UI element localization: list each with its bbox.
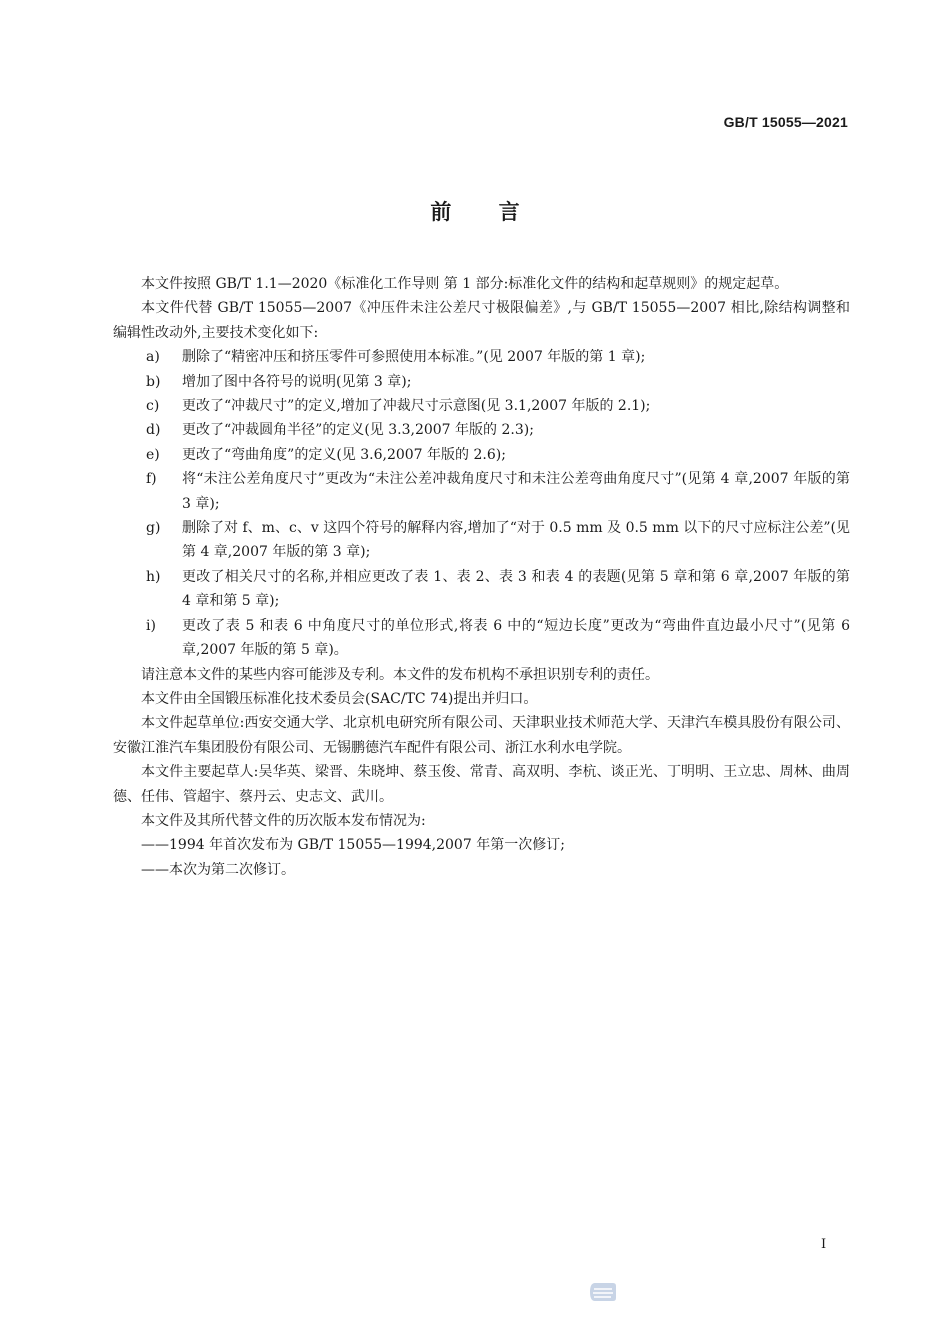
list-item-text: 将“未注公差角度尺寸”更改为“未注公差冲裁角度尺寸和未注公差弯曲角度尺寸”(见第 4 章,2007 年版的第 3 章);: [182, 471, 850, 512]
list-item-text: 增加了图中各符号的说明(见第 3 章);: [182, 373, 412, 390]
history-item: ——本次为第二次修订。: [141, 861, 295, 878]
sac-logo-icon: [589, 1280, 617, 1304]
list-item-text: 更改了“弯曲角度”的定义(见 3.6,2007 年版的 2.6);: [182, 446, 506, 463]
list-item-text: 更改了表 5 和表 6 中角度尺寸的单位形式,将表 6 中的“短边长度”更改为“弯曲件直边最小尺寸”(见第 6 章,2007 年版的第 5 章)。: [182, 617, 850, 659]
intro-paragraph: 本文件按照 GB/T 1.1—2020《标准化工作导则 第 1 部分:标准化文件的结构和起草规则》的规定起草。: [141, 276, 789, 292]
replacement-paragraph: 本文件代替 GB/T 15055—2007《冲压件未注公差尺寸极限偏差》,与 GB/T 15055—2007 相比,除结构调整和编辑性改动外,主要技术变化如下:: [113, 300, 850, 341]
patent-notice: 请注意本文件的某些内容可能涉及专利。本文件的发布机构不承担识别专利的责任。: [141, 666, 659, 683]
list-item-label: a): [146, 349, 160, 366]
list-item: [113, 394, 850, 418]
list-item-label: d): [146, 422, 161, 439]
standard-code: GB/T 15055—2021: [723, 114, 848, 130]
committee-paragraph: 本文件由全国锻压标准化技术委员会(SAC/TC 74)提出并归口。: [141, 690, 538, 707]
list-item-text: 更改了“冲裁圆角半径”的定义(见 3.3,2007 年版的 2.3);: [182, 422, 534, 439]
list-item: [113, 443, 850, 467]
list-item: [113, 565, 850, 614]
drafters: 本文件主要起草人:吴华英、梁晋、朱晓坤、蔡玉俊、常青、高双明、李杭、谈正光、丁明明、王立忠、周林、曲周德、任伟、管超宇、蔡丹云、史志文、武川。: [113, 764, 850, 805]
list-item: [113, 370, 850, 394]
list-item-label: b): [146, 373, 161, 390]
list-item-label: g): [146, 520, 161, 537]
list-item-label: h): [146, 568, 161, 585]
list-item: [113, 467, 850, 516]
foreword-body: [113, 272, 850, 882]
history-item: ——1994 年首次发布为 GB/T 15055—1994,2007 年第一次修订;: [141, 837, 565, 854]
page-title: 前 言: [430, 200, 520, 224]
changes-list: [113, 345, 850, 662]
list-item: [113, 345, 850, 369]
list-item: [113, 614, 850, 663]
page-number: I: [821, 1237, 827, 1252]
list-item-label: c): [146, 398, 160, 415]
list-item-text: 删除了“精密冲压和挤压零件可参照使用本标准。”(见 2007 年版的第 1 章);: [182, 349, 646, 366]
drafting-units: 本文件起草单位:西安交通大学、北京机电研究所有限公司、天津职业技术师范大学、天津汽车模具股份有限公司、安徽江淮汽车集团股份有限公司、无锡鹏德汽车配件有限公司、浙江水利水电学院。: [113, 715, 850, 756]
list-item-label: i): [146, 617, 156, 634]
list-item-label: e): [146, 446, 160, 463]
list-item-label: f): [146, 471, 157, 488]
list-item-text: 更改了相关尺寸的名称,并相应更改了表 1、表 2、表 3 和表 4 的表题(见第 5 章和第 6 章,2007 年版的第 4 章和第 5 章);: [182, 568, 850, 610]
list-item-text: 删除了对 f、m、c、v 这四个符号的解释内容,增加了“对于 0.5 mm 及 0.5 mm 以下的尺寸应标注公差”(见第 4 章,2007 年版的第 3 章);: [182, 520, 850, 561]
list-item: [113, 516, 850, 565]
list-item: [113, 418, 850, 442]
history-intro: 本文件及其所代替文件的历次版本发布情况为:: [141, 812, 426, 829]
list-item-text: 更改了“冲裁尺寸”的定义,增加了冲裁尺寸示意图(见 3.1,2007 年版的 2.1);: [182, 398, 651, 415]
